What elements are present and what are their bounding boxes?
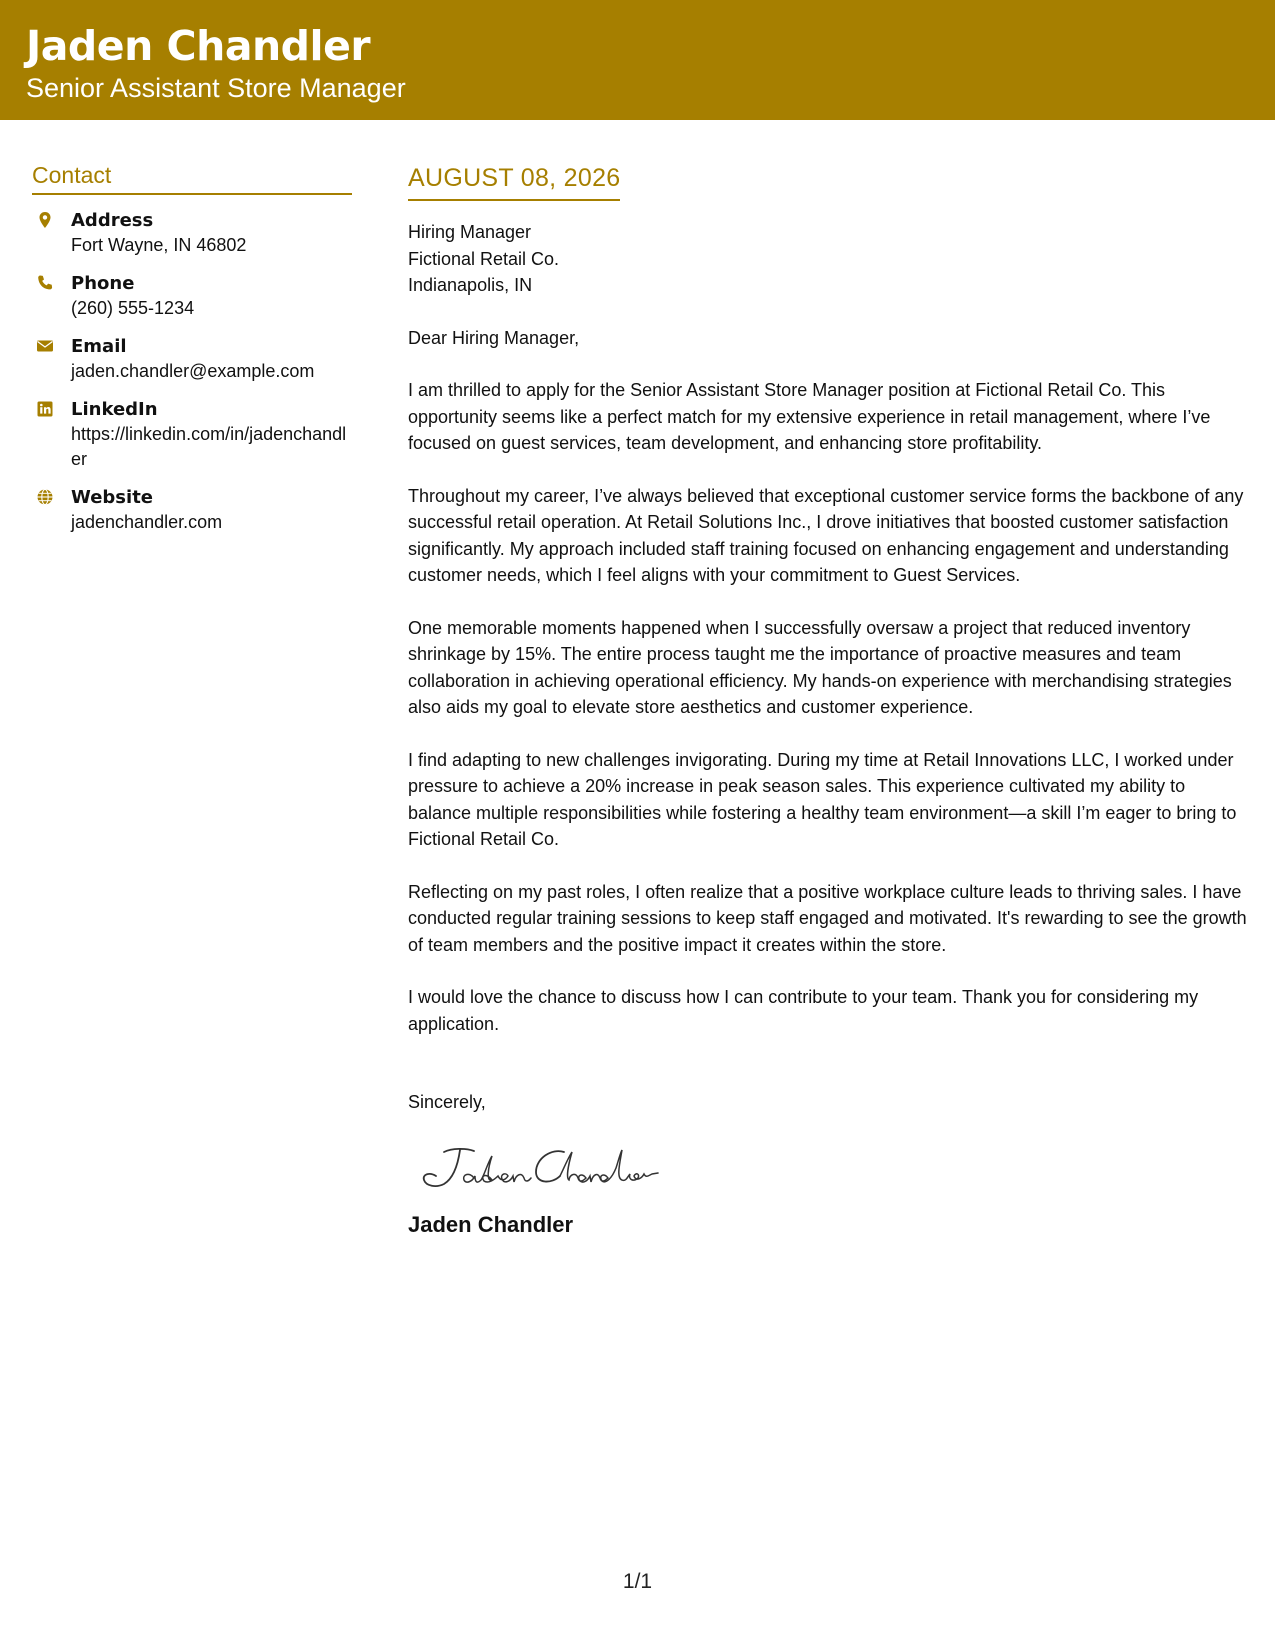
recipient-location: Indianapolis, IN [408,275,533,295]
salutation: Dear Hiring Manager, [408,327,580,348]
body-paragraph: Reflecting on my past roles, I often realize that a positive workplace culture leads to thriving sales. I have conducted regular training sessions to keep staff engaged and motivated. It's rewarding to see the growth of team members and the positive impact it creates within the store. [408,881,1247,955]
job-title: Senior Assistant Store Manager [26,73,406,103]
cover-letter-body [408,164,1248,1238]
contact-item-linkedin [32,398,352,472]
linkedin-icon [36,400,54,418]
applicant-name: Jaden Chandler [26,22,371,70]
email-label: Email [71,336,127,357]
envelope-icon [36,337,54,355]
email-value: jaden.chandler@example.com [71,361,315,381]
phone-value: (260) 555-1234 [71,298,195,318]
recipient-block [408,219,1248,299]
website-value: jadenchandler.com [71,512,223,532]
body-paragraph: Throughout my career, I’ve always believed that exceptional customer service forms the backbone of any successful retail operation. At Retail Solutions Inc., I drove initiatives that boosted customer satisfaction significantly. My approach included staff training focused on enhancing engagement and understanding customer needs, which I feel aligns with your commitment to Guest Services. [408,485,1244,585]
address-label: Address [71,210,154,231]
phone-icon [36,274,54,292]
linkedin-label: LinkedIn [71,399,158,420]
handwritten-signature [414,1138,674,1200]
contact-section-title: Contact [32,162,352,195]
contact-item-email [32,335,352,384]
page-number: 1/1 [622,1570,653,1593]
body-paragraph: I am thrilled to apply for the Senior Assistant Store Manager position at Fictional Retail Co. This opportunity seems like a perfect match for my extensive experience in retail management, where I’ve focused on guest services, team development, and enhancing store profitability. [408,380,1211,453]
header-banner [0,0,1275,120]
recipient-company: Fictional Retail Co. [408,248,560,269]
closing: Sincerely, [408,1092,486,1112]
phone-label: Phone [71,273,135,294]
website-label: Website [71,487,154,508]
contact-item-website [32,486,352,535]
map-pin-icon [36,211,54,229]
letter-date: AUGUST 08, 2026 [408,164,620,201]
contact-item-address [32,209,352,258]
globe-icon [36,488,54,506]
signer-name: Jaden Chandler [408,1211,574,1237]
recipient-name: Hiring Manager [408,222,532,242]
body-paragraph: I would love the chance to discuss how I can contribute to your team. Thank you for considering my application. [408,987,1199,1034]
linkedin-value: https://linkedin.com/in/jadenchandler [71,424,347,469]
contact-item-phone [32,272,352,321]
contact-sidebar [32,162,352,549]
body-paragraph: One memorable moments happened when I successfully oversaw a project that reduced inventory shrinkage by 15%. The entire process taught me the importance of proactive measures and team collaboration in achieving operational efficiency. My hands-on experience with merchandising strategies also aids my goal to elevate store aesthetics and customer experience. [408,617,1232,717]
body-paragraph: I find adapting to new challenges invigorating. During my time at Retail Innovations LLC, I worked under pressure to achieve a 20% increase in peak season sales. This experience cultivated my ability to balance multiple responsibilities while fostering a healthy team environment—a skill I’m eager to bring to Fictional Retail Co. [408,749,1237,849]
address-value: Fort Wayne, IN 46802 [71,235,247,255]
